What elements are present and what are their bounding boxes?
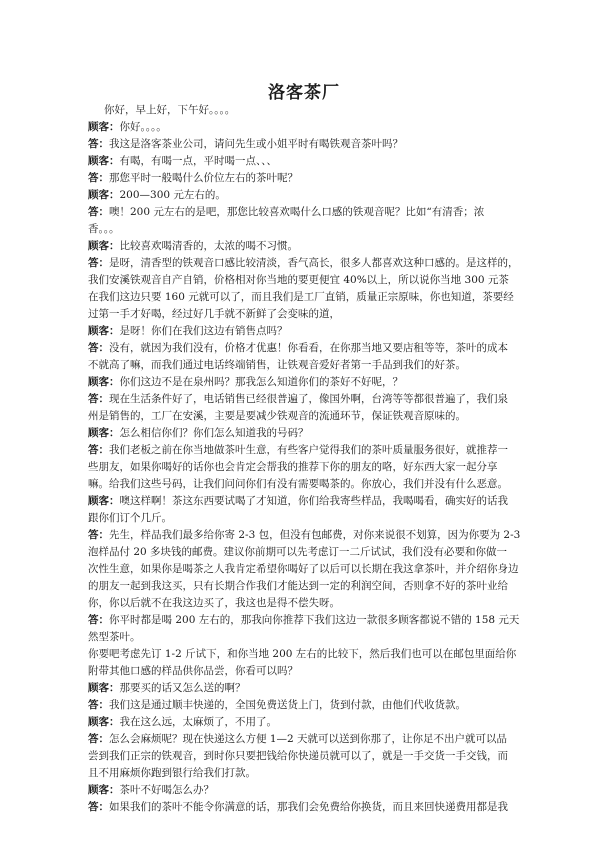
dialogue-line (88, 510, 520, 527)
dialogue-body (88, 102, 520, 816)
line-text: 噢！200 元左右的是吧，那您比较喜欢喝什么口感的铁观音呢？比如“有清香；浓 (109, 206, 485, 218)
line-text: 然型茶叶。 (88, 631, 141, 643)
speaker-label: 答： (88, 206, 109, 218)
speaker-label: 顾客： (88, 189, 120, 201)
line-text: 过第一手才好喝，经过好几手就不新鲜了会变味的道， (88, 308, 340, 320)
dialogue-line (88, 680, 520, 697)
line-text: 你，你以后就不在我这边买了，我这也是得不偿失呀。 (88, 597, 340, 609)
line-text: 你好，早上好，下午好。。。。 (104, 104, 236, 116)
dialogue-line (88, 663, 520, 680)
dialogue-line (88, 544, 520, 561)
line-text: 有喝，有喝一点，平时喝一点、、、 (119, 155, 277, 167)
line-text: 次性生意，如果你是喝茶之人我肯定希望你喝好了以后可以长期在我这拿茶叶，并介绍你身边 (88, 563, 519, 575)
line-text: 现在生活条件好了，电话销售已经很普遍了，像国外啊，台湾等等都很普遍了，我们泉 (109, 393, 508, 405)
dialogue-line (88, 323, 520, 340)
speaker-label: 顾客： (88, 325, 120, 337)
dialogue-line (88, 629, 520, 646)
speaker-label: 顾客： (88, 716, 120, 728)
line-text: 你要吧考虑先订 1-2 斤试下，和你当地 200 左右的比较下，然后我们也可以在邮包里面给你 (88, 648, 517, 660)
dialogue-line (88, 238, 520, 255)
line-text: 些朋友，如果你喝好的话你也会肯定会帮我的推荐下你的朋友的咯，好东西大家一起分享 (88, 461, 498, 473)
speaker-label: 顾客： (88, 495, 120, 507)
dialogue-line (88, 714, 520, 731)
dialogue-line (88, 765, 520, 782)
speaker-label: 答： (88, 529, 109, 541)
dialogue-line (88, 340, 520, 357)
line-text: 茶叶不好喝怎么办？ (119, 784, 214, 796)
dialogue-line (88, 612, 520, 629)
line-text: 比较喜欢喝清香的，太浓的喝不习惯。 (119, 240, 298, 252)
dialogue-line (88, 306, 520, 323)
line-text: 噢这样啊！茶这东西要试喝了才知道，你们给我寄些样品，我喝喝看，确实好的话我 (119, 495, 508, 507)
line-text: 200—300 元左右的。 (119, 189, 226, 201)
line-text: 你平时都是喝 200 左右的，那我向你推荐下我们这边一款很多顾客都说不错的 158 元天 (109, 614, 520, 626)
dialogue-line (88, 221, 520, 238)
speaker-label: 答： (88, 172, 109, 184)
dialogue-line (88, 153, 520, 170)
document-title: 洛客茶厂 (268, 83, 340, 103)
dialogue-line (88, 255, 520, 272)
line-text: 泡样品付 20 多块钱的邮费。建议你前期可以先考虑订一二斤试试，我们没有必要和你做一 (88, 546, 508, 558)
dialogue-line (88, 272, 520, 289)
line-text: 不就高了嘛，而我们通过电话终端销售，让铁观音爱好者第一手品到我们的好茶。 (88, 359, 466, 371)
line-text: 且不用麻烦你跑到银行给我们打款。 (88, 767, 256, 779)
line-text: 我们这是通过顺丰快递的，全国免费送货上门，货到付款，由他们代收货款。 (109, 699, 466, 711)
dialogue-line (88, 731, 520, 748)
dialogue-line (88, 374, 520, 391)
speaker-label: 顾客： (88, 427, 120, 439)
line-text: 嘛。给我们这些号码，让我们问问你们有没有需要喝茶的。你放心，我们并没有什么恶意。 (88, 478, 508, 490)
dialogue-line (88, 527, 520, 544)
line-text: 没有，就因为我们没有，价格才优惠！你看看，在你那当地又要店租等等，茶叶的成本 (109, 342, 508, 354)
speaker-label: 顾客： (88, 376, 120, 388)
speaker-label: 答： (88, 733, 109, 745)
line-text: 在我们这边只要 160 元就可以了，而且我们是工厂直销，质量正宗原味，你也知道，茶要经 (88, 291, 514, 303)
line-text: 怎么相信你们？你们怎么知道我的号码？ (119, 427, 309, 439)
dialogue-line (88, 357, 520, 374)
line-text: 是呀！你们在我们这边有销售点吗？ (119, 325, 288, 337)
line-text: 我们老板之前在你当地做茶叶生意，有些客户觉得我们的茶叶质量服务很好，就推荐一 (109, 444, 508, 456)
line-text: 怎么会麻烦呢？现在快递这么方便 1—2 天就可以送到你那了，让你足不出户就可以品 (109, 733, 508, 745)
line-text: 我这是洛客茶业公司，请问先生或小姐平时有喝铁观音茶叶吗？ (109, 138, 403, 150)
dialogue-line (88, 595, 520, 612)
speaker-label: 顾客： (88, 155, 120, 167)
dialogue-line (88, 102, 520, 119)
dialogue-line (88, 578, 520, 595)
dialogue-line (88, 476, 520, 493)
dialogue-line (88, 187, 520, 204)
line-text: 如果我们的茶叶不能令你满意的话，那我们会免费给你换货，而且来回快递费用都是我 (109, 801, 508, 813)
dialogue-line (88, 782, 520, 799)
dialogue-line (88, 799, 520, 816)
dialogue-line (88, 697, 520, 714)
speaker-label: 答： (88, 444, 109, 456)
speaker-label: 顾客： (88, 784, 120, 796)
speaker-label: 顾客： (88, 240, 120, 252)
dialogue-line (88, 646, 520, 663)
dialogue-line (88, 204, 520, 221)
dialogue-line (88, 748, 520, 765)
dialogue-line (88, 391, 520, 408)
speaker-label: 顾客： (88, 682, 120, 694)
speaker-label: 顾客： (88, 121, 120, 133)
line-text: 我们安溪铁观音自产自销，价格相对你当地的要更便宜 40%以上，所以说你当地 300 元茶 (88, 274, 509, 286)
line-text: 你好。。。。 (119, 121, 167, 133)
speaker-label: 答： (88, 393, 109, 405)
line-text: 的朋友一起到我这买，只有长期合作我们才能达到一定的利润空间，否则拿不好的茶叶业给 (88, 580, 508, 592)
speaker-label: 答： (88, 257, 109, 269)
dialogue-line (88, 459, 520, 476)
line-text: 香。。。 (88, 223, 120, 235)
dialogue-line (88, 561, 520, 578)
dialogue-line (88, 289, 520, 306)
line-text: 州是销售的，工厂在安溪，主要是要减少铁观音的流通环节，保证铁观音原味的。 (88, 410, 466, 422)
speaker-label: 答： (88, 699, 109, 711)
dialogue-line (88, 136, 520, 153)
dialogue-line (88, 493, 520, 510)
line-text: 附带其他口感的样品供你品尝，你看可以吗？ (88, 665, 298, 677)
dialogue-line (88, 119, 520, 136)
speaker-label: 答： (88, 614, 109, 626)
line-text: 我在这么远，太麻烦了，不用了。 (119, 716, 277, 728)
line-text: 那您平时一般喝什么价位左右的茶叶呢？ (109, 172, 298, 184)
line-text: 跟你们订个几斤。 (88, 512, 172, 524)
dialogue-line (88, 425, 520, 442)
line-text: 先生，样品我们最多给你寄 2-3 包，但没有包邮费，对你来说很不划算，因为你要为 2-3 (109, 529, 520, 541)
line-text: 你们这边不是在泉州吗？那我怎么知道你们的茶好不好呢，？ (119, 376, 403, 388)
speaker-label: 答： (88, 342, 109, 354)
speaker-label: 答： (88, 138, 109, 150)
speaker-label: 答： (88, 801, 109, 813)
line-text: 是呀，清香型的铁观音口感比较清淡，香气高长，很多人都喜欢这种口感的。是这样的， (109, 257, 519, 269)
dialogue-line (88, 442, 520, 459)
dialogue-line (88, 170, 520, 187)
dialogue-line (88, 408, 520, 425)
line-text: 尝到我们正宗的铁观音，到时你只要把钱给你快递员就可以了，就是一手交货一手交钱，而 (88, 750, 508, 762)
line-text: 那要买的话又怎么送的啊？ (119, 682, 246, 694)
